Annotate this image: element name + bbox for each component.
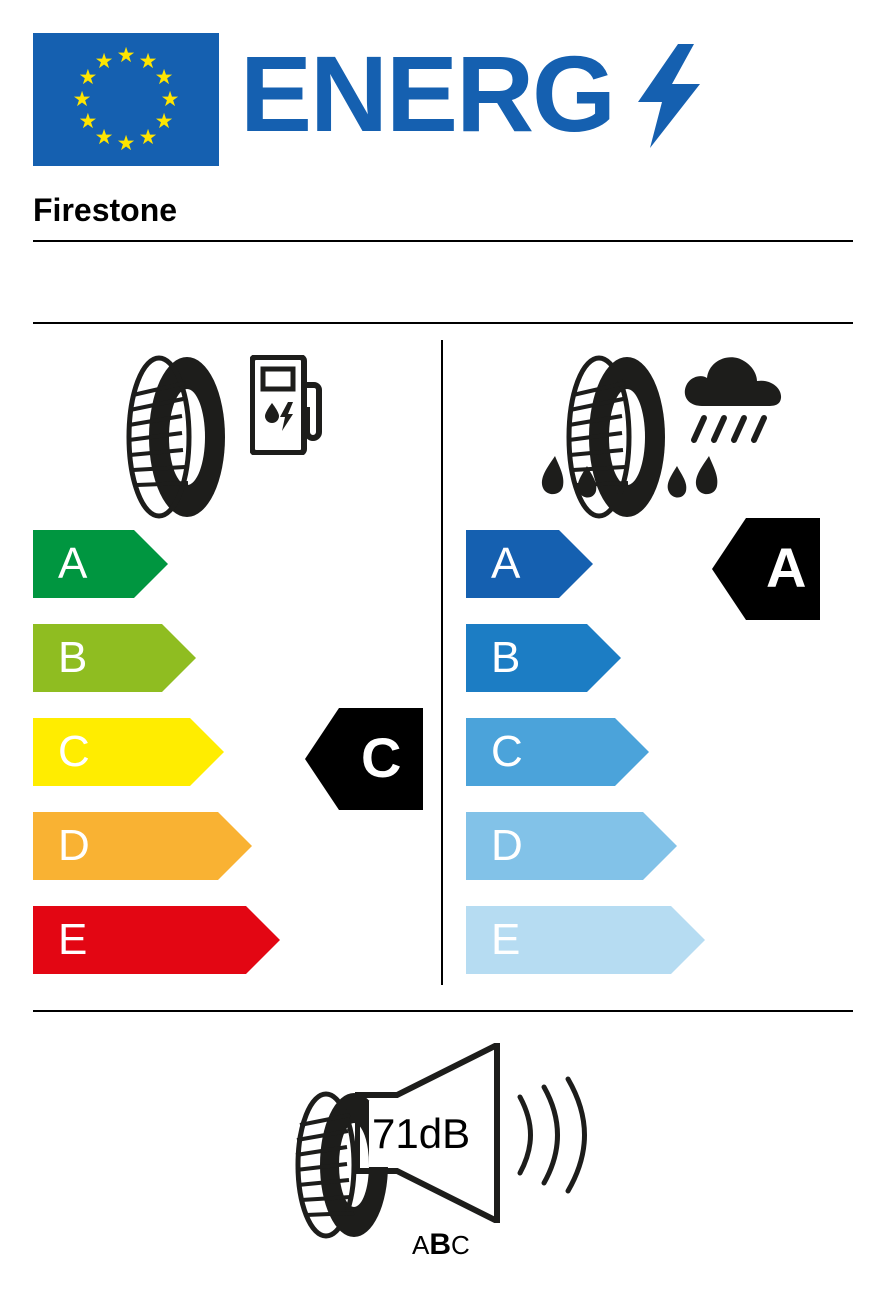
- grade-bar: [33, 718, 224, 786]
- grade-letter: A: [58, 539, 88, 588]
- grade-bar: [466, 812, 677, 880]
- grade-letter: E: [58, 915, 88, 964]
- grade-letter: A: [491, 539, 521, 588]
- grade-letter: B: [491, 633, 521, 682]
- sound-waves-icon: [510, 1075, 590, 1195]
- noise-decibel-value: 71dB: [372, 1110, 471, 1157]
- eu-star-icon: ★: [72, 88, 92, 111]
- divider-vertical: [441, 340, 443, 985]
- wet-grip-rating-letter: A: [766, 536, 807, 599]
- grade-bar: [33, 812, 252, 880]
- eu-star-icon: ★: [94, 49, 114, 73]
- grade-bar: [466, 718, 649, 786]
- water-splash-icon: [537, 450, 727, 510]
- grade-bar: [33, 530, 168, 598]
- grade-letter: C: [491, 727, 523, 776]
- eu-star-icon: ★: [94, 126, 114, 150]
- eu-star-icon: ★: [116, 132, 136, 155]
- tyre-icon: [125, 355, 240, 520]
- grade-letter: D: [491, 821, 523, 870]
- divider-top: [33, 240, 853, 242]
- fuel-pump-icon: [250, 355, 325, 455]
- noise-class-letter: C: [451, 1230, 470, 1260]
- brand-name: Firestone: [33, 192, 178, 228]
- rain-cloud-icon: [678, 348, 788, 458]
- divider-noise: [33, 1010, 853, 1012]
- fuel-efficiency-rating-marker: [305, 708, 423, 810]
- wet-grip-rating-marker: [712, 518, 820, 620]
- eu-star-icon: ★: [138, 49, 158, 73]
- grade-bar: [466, 906, 705, 974]
- lightning-bolt-icon: [638, 44, 700, 148]
- energy-wordmark: ENERG: [240, 33, 615, 154]
- eu-star-icon: ★: [78, 66, 98, 89]
- eu-star-icon: ★: [138, 126, 158, 150]
- eu-star-icon: ★: [154, 110, 174, 133]
- eu-flag-icon: [33, 33, 219, 166]
- noise-class-letter: B: [429, 1228, 452, 1261]
- grade-bar: [33, 906, 280, 974]
- grade-letter: C: [58, 727, 90, 776]
- eu-star-icon: ★: [154, 66, 174, 89]
- grade-bar: [466, 530, 593, 598]
- grade-letter: B: [58, 633, 88, 682]
- eu-stars: [33, 33, 219, 166]
- grade-bar: [466, 624, 621, 692]
- noise-class-letter: A: [412, 1230, 430, 1260]
- grade-bar: [33, 624, 196, 692]
- eu-star-icon: ★: [78, 110, 98, 133]
- grade-letter: D: [58, 821, 90, 870]
- grade-letter: E: [491, 915, 521, 964]
- eu-star-icon: ★: [160, 88, 180, 111]
- noise-class-indicator: [412, 1228, 470, 1262]
- fuel-rating-letter: C: [361, 726, 402, 789]
- divider-sections: [33, 322, 853, 324]
- eu-star-icon: ★: [116, 44, 136, 67]
